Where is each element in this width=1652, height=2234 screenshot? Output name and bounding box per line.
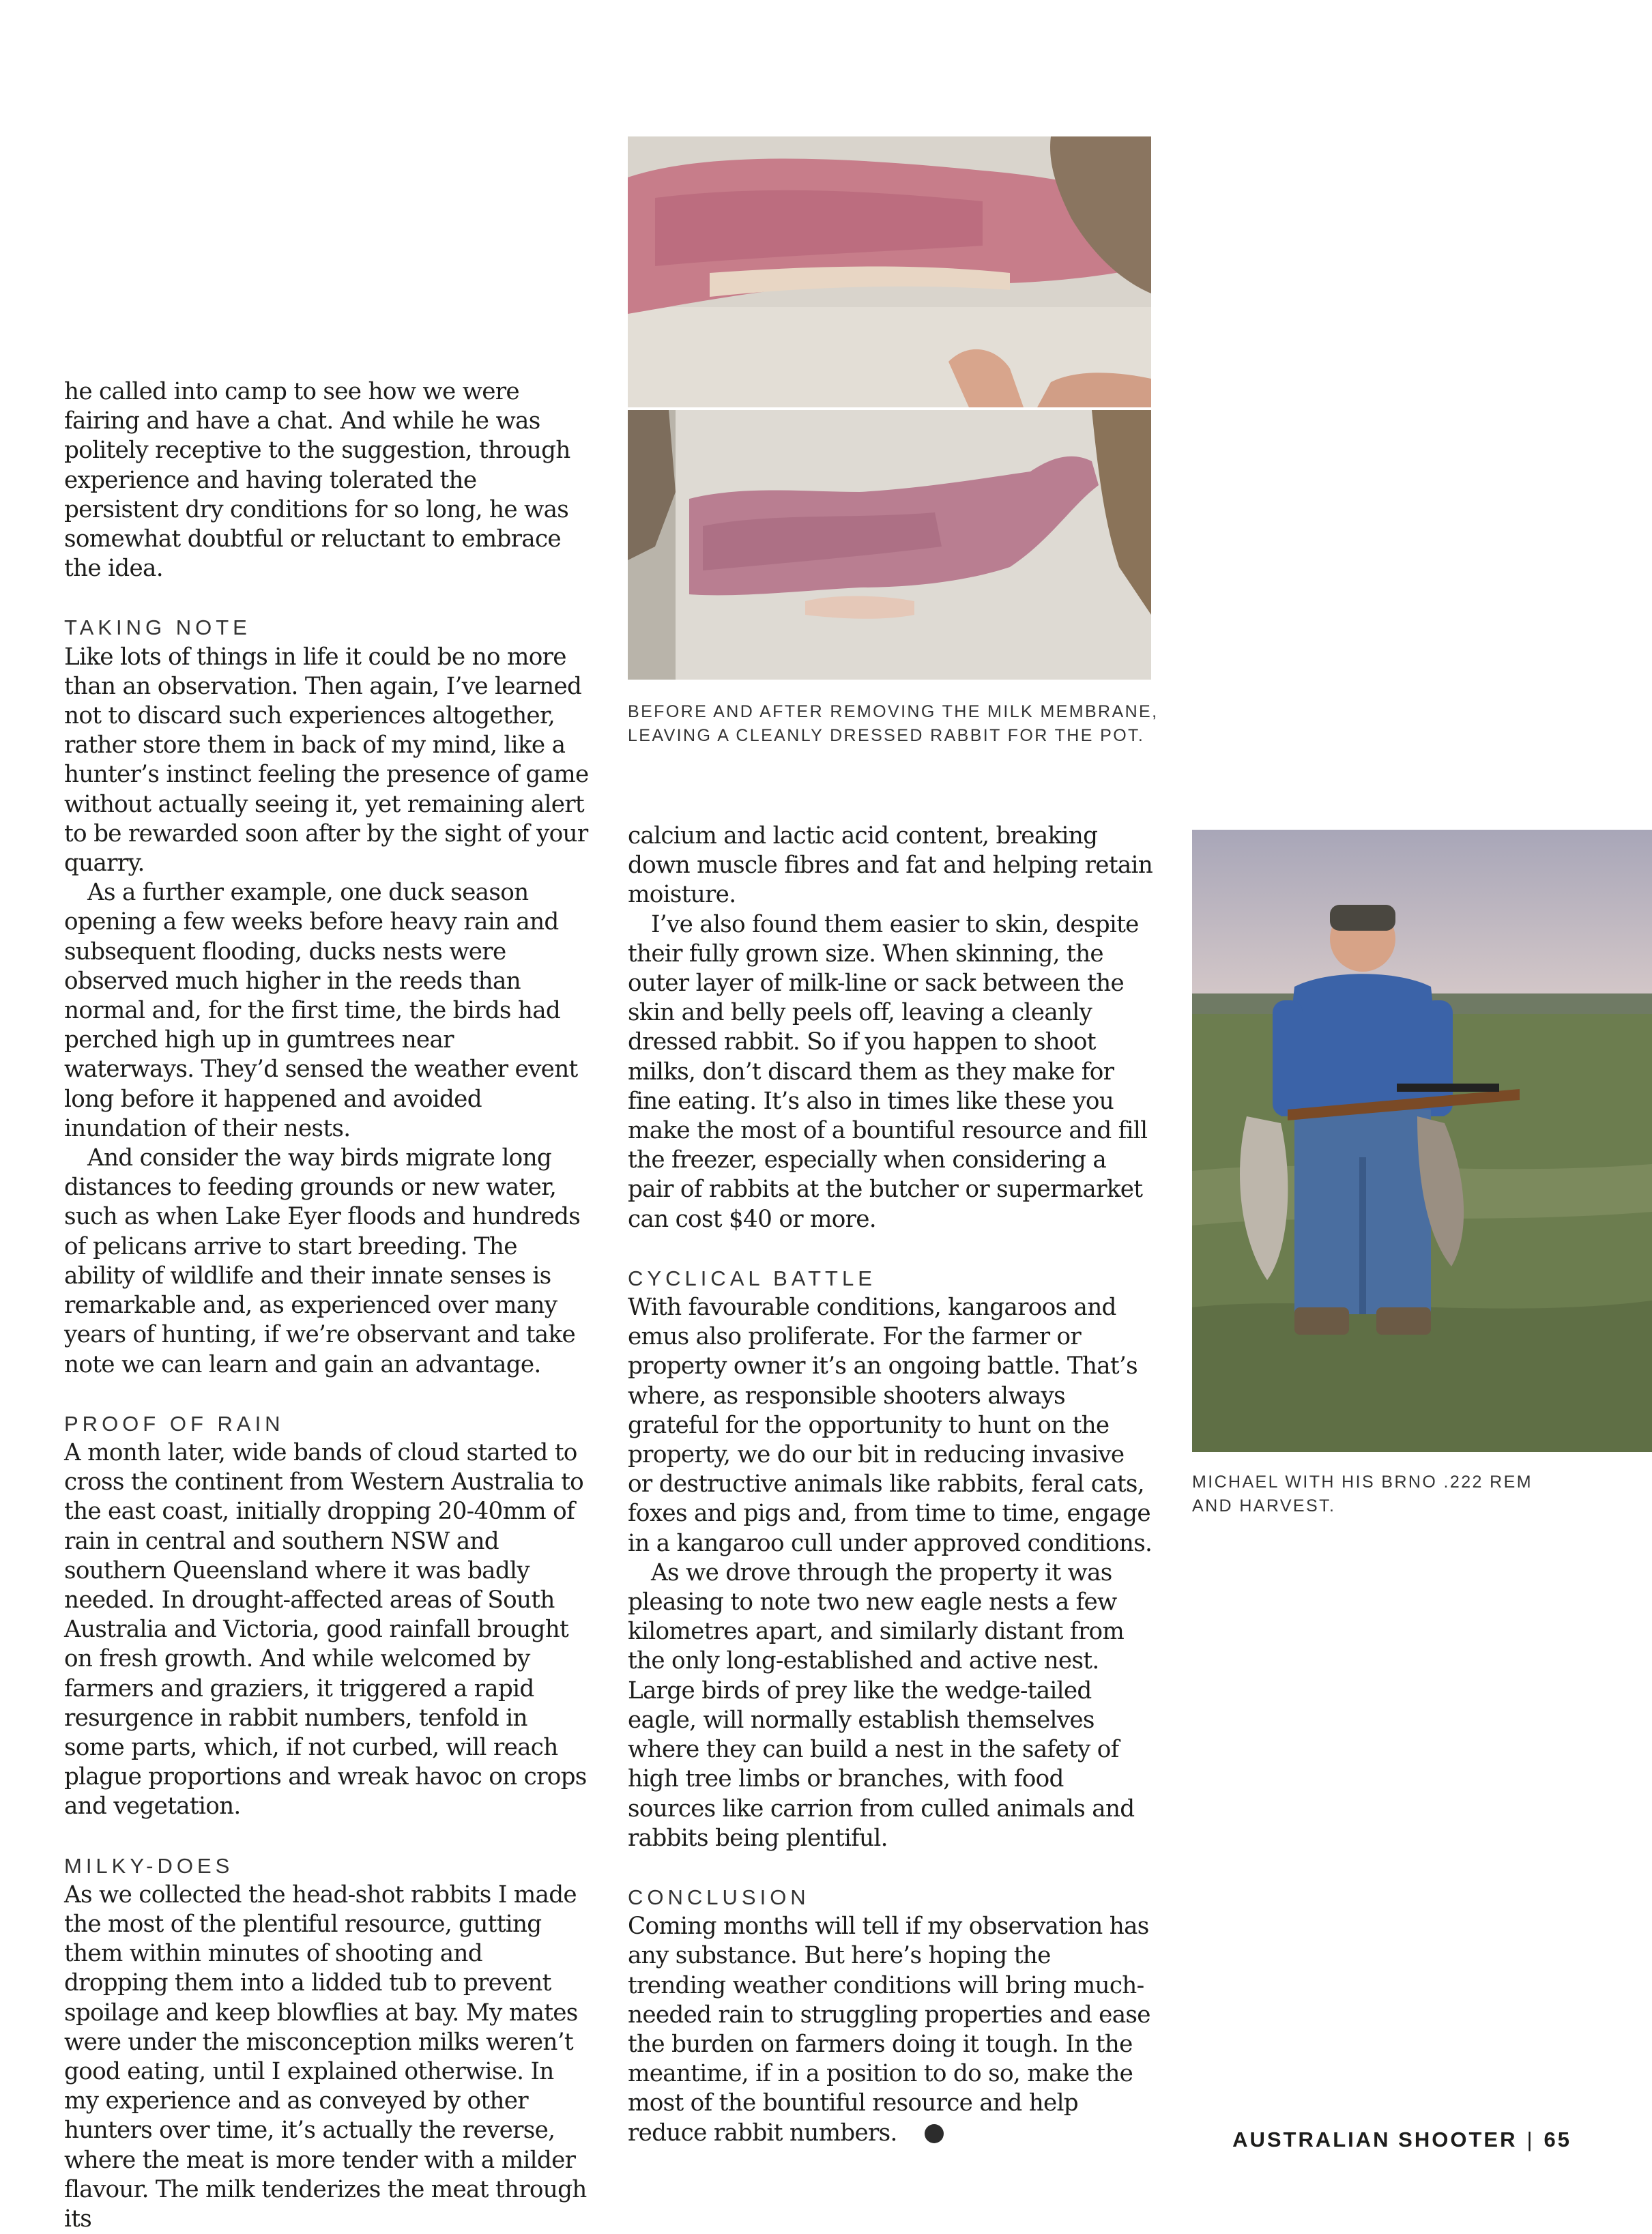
magazine-name: AUSTRALIAN SHOOTER bbox=[1232, 2128, 1518, 2151]
paragraph-text: As we collected the head-shot rabbits I made the most of the plentiful resource, gutting them within minutes of shooting and dropping them into a lidded tub to prevent spoilage and keep blowflies at bay. My mates were under the misconception milks weren’t good eating, until I explained otherwise. In my experience and as conveyed by other hunters over time, it’s actually the reverse, where the meat is more tender with a milder flavour. The milk tenderizes the meat through its bbox=[64, 1881, 587, 2233]
rabbit-photo-caption bbox=[628, 700, 1158, 748]
paragraph-text: A month later, wide bands of cloud started to cross the continent from Western Australia to the east coast, initially dropping 20-40mm of rain in central and southern NSW and southern Queensland where it was badly needed. In drought-affected areas of South Australia and Victoria, good rainfall brought on fresh growth. And while welcomed by farmers and graziers, it triggered a rapid resurgence in rabbit numbers, tenfold in some parts, which, if not curbed, will reach plague proportions and wreak havoc on crops and vegetation. bbox=[64, 1438, 587, 1820]
hunter-caption-line-1: MICHAEL WITH HIS BRNO .222 REM bbox=[1192, 1473, 1533, 1492]
body-paragraph bbox=[628, 1293, 1153, 1558]
paragraph-text: As a further example, one duck season opening a few weeks before heavy rain and subsequent flooding, ducks nests were observed much higher in the reeds than normal and, for the first time, the birds had perched high up in gumtrees near waterways. They’d sensed the weather event long before it happened and avoided inundation of their nests. bbox=[64, 879, 578, 1142]
paragraph-text: And consider the way birds migrate long distances to feeding grounds or new water, such as when Lake Eyer floods and hundreds of pelicans arrive to start breeding. The ability of wildlife and their innate senses is remarkable and, as experienced over many years of hunting, if we’re observant and take note we can learn and gain an advantage. bbox=[64, 1144, 581, 1378]
rabbit-caption-line-1: BEFORE AND AFTER REMOVING THE MILK MEMBRANE, bbox=[628, 702, 1159, 721]
body-paragraph bbox=[64, 643, 590, 879]
paragraph-text: he called into camp to see how we were fairing and have a chat. And while he was politely receptive to the suggestion, through experience and having tolerated the persistent dry conditions for so long, he was somewhat doubtful or reluctant to embrace the idea. bbox=[64, 378, 570, 583]
section-heading: PROOF OF RAIN bbox=[64, 1411, 285, 1436]
section-heading: MILKY-DOES bbox=[64, 1853, 234, 1878]
body-paragraph bbox=[64, 1881, 590, 2234]
hunter-photo-caption bbox=[1192, 1470, 1533, 1518]
paragraph-text: Like lots of things in life it could be no more than an observation. Then again, I’ve learned not to discard such experiences altogether, rather store them in back of my mind, like a hunter’s instinct feeling the presence of game without actually seeing it, yet remaining alert to be rewarded soon after by the sight of your quarry. bbox=[64, 643, 589, 877]
paragraph-text: Coming months will tell if my observation has any substance. But here’s hoping the trending weather conditions will bring much-needed rain to struggling properties and ease the burden on farmers doing it tough. In the meantime, if in a position to do so, make the most of the bountiful resource and help reduce rabbit numbers. bbox=[628, 1913, 1150, 2147]
body-paragraph bbox=[64, 1144, 590, 1380]
section-heading: TAKING NOTE bbox=[64, 615, 251, 640]
body-paragraph bbox=[628, 910, 1153, 1234]
body-paragraph bbox=[628, 1558, 1153, 1853]
paragraph-text: calcium and lactic acid content, breaking down muscle fibres and fat and helping retain moisture. bbox=[628, 822, 1153, 909]
end-of-article-icon bbox=[925, 2124, 944, 2143]
article-column-1 bbox=[64, 377, 590, 2234]
paragraph-text: I’ve also found them easier to skin, despite their fully grown size. When skinning, the outer layer of milk-line or sack between the skin and belly peels off, leaving a cleanly dressed rabbit. So if you happen to shoot milks, don’t discard them as they make for fine eating. It’s also in times like these you make the most of a bountiful resource and fill the freezer, especially when considering a pair of rabbits at the butcher or supermarket can cost $40 or more. bbox=[628, 910, 1148, 1233]
section-heading: CONCLUSION bbox=[628, 1885, 810, 1909]
body-paragraph bbox=[628, 822, 1153, 910]
paragraph-text: With favourable conditions, kangaroos and emus also proliferate. For the farmer or property owner it’s an ongoing battle. That’s where, as responsible shooters always grateful for the opportunity to hunt on the property, we do our bit in reducing invasive or destructive animals like rabbits, feral cats, foxes and pigs and, from time to time, engage in a kangaroo cull under approved conditions. bbox=[628, 1294, 1153, 1557]
section-heading: CYCLICAL BATTLE bbox=[628, 1266, 876, 1290]
rabbit-before-photo bbox=[628, 136, 1151, 407]
body-paragraph bbox=[628, 1912, 1153, 2148]
body-paragraph bbox=[64, 377, 590, 583]
hunter-caption-line-2: AND HARVEST. bbox=[1192, 1496, 1336, 1515]
rabbit-caption-line-2: LEAVING A CLEANLY DRESSED RABBIT FOR THE POT. bbox=[628, 726, 1145, 745]
hunter-photo bbox=[1192, 830, 1652, 1452]
page-number: 65 bbox=[1544, 2128, 1571, 2151]
article-column-2 bbox=[628, 822, 1153, 2148]
footer-separator: | bbox=[1526, 2128, 1535, 2151]
body-paragraph bbox=[64, 1438, 590, 1822]
body-paragraph bbox=[64, 878, 590, 1144]
rabbit-after-photo bbox=[628, 410, 1151, 680]
page-footer bbox=[1232, 2128, 1571, 2152]
paragraph-text: As we drove through the property it was pleasing to note two new eagle nests a few kilometres apart, and similarly distant from the only long-established and active nest. Large birds of prey like the wedge-tailed eagle, will normally establish themselves where they can build a nest in the safety of high tree limbs or branches, with food sources like carrion from culled animals and rabbits being plentiful. bbox=[628, 1558, 1135, 1852]
